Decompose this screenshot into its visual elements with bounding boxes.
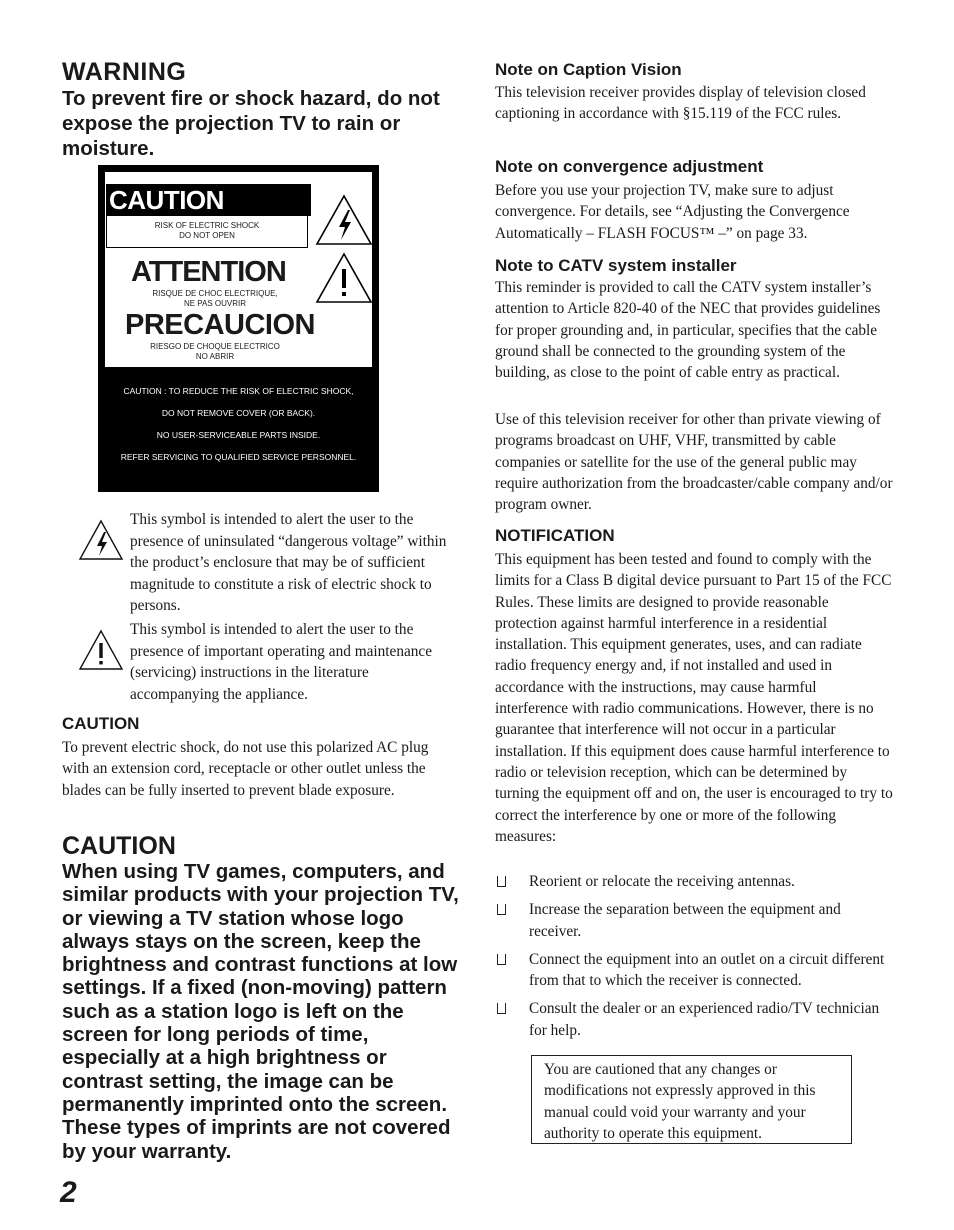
convergence-text: Before you use your projection TV, make sure to adjust convergence. For details, see “Adjusting the Convergence Automatically – FLASH FOCUS™ –” on page 33. bbox=[495, 182, 850, 242]
checkbox-bullet-icon bbox=[497, 1003, 506, 1014]
catv-heading: Note to CATV system installer bbox=[495, 256, 737, 275]
exclamation-warning-icon bbox=[78, 629, 124, 671]
measures-list bbox=[495, 871, 895, 1048]
list-item: Connect the equipment into an outlet on a circuit different from that to which the receiver is connected. bbox=[495, 949, 895, 992]
exclamation-warning-icon bbox=[315, 252, 373, 304]
caption-vision-text: This television receiver provides display of television closed captioning in accordance with §15.119 of the FCC rules. bbox=[495, 84, 866, 123]
lightning-warning-icon bbox=[315, 194, 373, 246]
attention-sub: RISQUE DE CHOC ELECTRIQUE, NE PAS OUVRIR bbox=[152, 289, 278, 308]
catv-text-1: This reminder is provided to call the CATV system installer’s attention to Article 820-40 of the NEC that provides guidelines for proper grounding and, in particular, specifies that the cable ground shall be connected to the grounding system of the building, as close to the point of cable entry as practical. bbox=[495, 279, 881, 382]
caution-plug-text: To prevent electric shock, do not use this polarized AC plug with an extension cord, receptacle or other outlet unless the blades can be fully inserted to prevent blade exposure. bbox=[62, 739, 429, 799]
caution-line: CAUTION : TO REDUCE THE RISK OF ELECTRIC SHOCK, bbox=[123, 386, 354, 396]
notification-heading: NOTIFICATION bbox=[495, 526, 615, 545]
exclamation-symbol-text: This symbol is intended to alert the user to the presence of important operating and maintenance (servicing) instructions in the literature accompanying the appliance. bbox=[130, 621, 432, 703]
list-item: Reorient or relocate the receiving antennas. bbox=[495, 871, 895, 892]
attention-title: ATTENTION bbox=[131, 256, 286, 288]
checkbox-bullet-icon bbox=[497, 876, 506, 887]
voltage-symbol-text: This symbol is intended to alert the user to the presence of uninsulated “dangerous voltage” within the product’s enclosure that may be of sufficient magnitude to constitute a risk of electric shock to persons. bbox=[130, 511, 447, 614]
caption-vision-heading: Note on Caption Vision bbox=[495, 60, 682, 79]
caution-label-sub: RISK OF ELECTRIC SHOCK DO NOT OPEN bbox=[106, 216, 308, 248]
caution-tv-text: When using TV games, computers, and similar products with your projection TV, or viewing a TV station whose logo always stays on the screen, keep the brightness and contrast functions at low settings. If a fixed (non-moving) pattern such as a station logo is left on the screen for long periods of time, especially at a high brightness or contrast setting, the image can be permanently imprinted onto the screen. These types of imprints are not covered by your warranty. bbox=[62, 860, 459, 1163]
caution-line: DO NOT REMOVE COVER (OR BACK). bbox=[161, 408, 316, 418]
checkbox-bullet-icon bbox=[497, 904, 506, 915]
lightning-warning-icon bbox=[78, 519, 124, 561]
catv-text-2: Use of this television receiver for other than private viewing of programs broadcast on UHF, VHF, transmitted by cable companies or satellite for the use of the general public may require authorization from the broadcaster/cable company and/or program owner. bbox=[495, 411, 893, 514]
checkbox-bullet-icon bbox=[497, 954, 506, 965]
caution-plug-heading: CAUTION bbox=[62, 714, 140, 733]
page-number: 2 bbox=[60, 1176, 77, 1209]
list-item: Increase the separation between the equipment and receiver. bbox=[495, 899, 895, 942]
caution-label-lines bbox=[98, 380, 379, 468]
precaucion-sub: RIESGO DE CHOQUE ELECTRICO NO ABRIR bbox=[150, 342, 280, 361]
caution-label-box bbox=[98, 165, 379, 492]
list-item: Consult the dealer or an experienced radio/TV technician for help. bbox=[495, 998, 895, 1041]
warning-subtitle: To prevent fire or shock hazard, do not expose the projection TV to rain or moisture. bbox=[62, 87, 440, 160]
warning-heading: WARNING bbox=[62, 58, 187, 86]
precaucion-title: PRECAUCION bbox=[125, 309, 315, 341]
convergence-heading: Note on convergence adjustment bbox=[495, 157, 764, 176]
caution-tv-heading: CAUTION bbox=[62, 832, 176, 860]
caution-line: REFER SERVICING TO QUALIFIED SERVICE PERSONNEL. bbox=[120, 452, 357, 462]
notification-text: This equipment has been tested and found to comply with the limits for a Class B digital device pursuant to Part 15 of the FCC Rules. These limits are designed to provide reasonable protection against harmful interference in a residential installation. This equipment generates, uses, and can radiate radio frequency energy and, if not installed and used in accordance with the instructions, may cause harmful interference with radio communications. However, there is no guarantee that interference will not occur in a particular installation. If this equipment does cause harmful interference to radio or television reception, which can be determined by turning the equipment off and on, the user is encouraged to try to correct the interference by one or more of the following measures: bbox=[495, 551, 893, 845]
notice-box: You are cautioned that any changes or modifications not expressly approved in this manual could void your warranty and your authority to operate this equipment. bbox=[531, 1055, 852, 1144]
caution-line: NO USER-SERVICEABLE PARTS INSIDE. bbox=[156, 430, 321, 440]
caution-label-title: CAUTION bbox=[106, 184, 311, 216]
